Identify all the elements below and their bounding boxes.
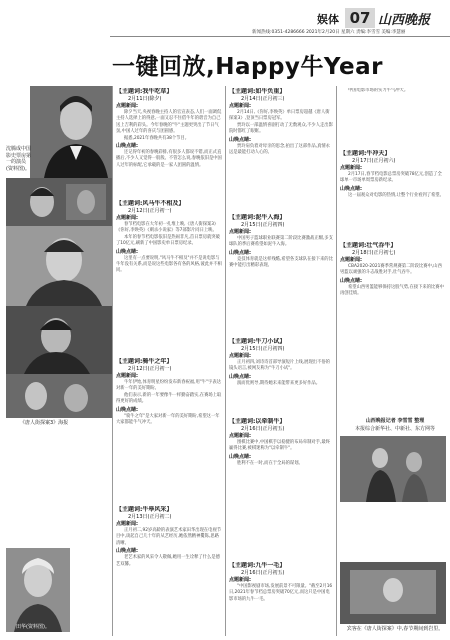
article-kicker: 点题新闻: [116,373,138,379]
column-rule [225,86,226,636]
article-kicker: 点题新闻: [116,521,138,527]
article-kicker: 点题新闻: [229,577,251,583]
article-title: 【主题词:骑牛之年】 [116,358,173,365]
article-paragraph: 据悉,2021年春晚共有38个节目。 [124,135,190,141]
page-number: 07 [345,8,375,28]
article-date: 2月17日(正月初六) [352,158,396,164]
article-title: 【主题词:泥牛入海】 [229,214,286,221]
article-title: 【主题词:牛刀小试】 [229,338,286,345]
article-title: 【主题词:九牛一毛】 [229,562,286,569]
comment-text: "骑牛之年"是大家对新一年的美好期盼,希望这一年大家都能牛气冲天。 [116,413,220,426]
article-kicker: 点题新闻: [229,103,251,109]
photo-caption: 宾客在《唐人街探案》中,春节期间到岩里。 [346,626,444,632]
comment-title: 山晚点睛: [116,143,138,150]
comment-title: 山晚点睛: [229,453,251,460]
article-feng-ma-niu [116,200,222,350]
article-paragraph: 中国电影市场的实力牛气冲天。 [348,88,409,93]
article-paragraph: 围棋比赛中,中国棋手以稳健的布局牵制对手,最终赢得比赛,被棋迷称为"以牵制牛"。 [229,440,330,452]
column-rule [112,86,113,636]
article-yi-qian-zhi-niu [229,418,333,512]
article-title: 【主题词:我牛吃草】 [116,88,173,95]
article-kicker: 点题新闻: [229,433,251,439]
comment-text: 这一届观众对电影的热情,让整个行业看到了希望。 [348,192,444,198]
header-divider [110,36,450,37]
article-date: 2月18日(正月初七) [352,250,396,256]
comment-title: 山晚点睛: [229,249,251,256]
comment-text: 希望山西男篮能够保持这股气势,在接下来的比赛中再创佳绩。 [340,284,444,297]
article-date: 2月12日(正月初一) [128,208,172,214]
article-kicker: 点题新闻: [340,165,362,171]
article-date: 2月16日(正月初五) [241,426,285,432]
comment-title: 山晚点睛: [229,373,251,380]
article-date: 2月15日(正月初四) [241,346,285,352]
comment-title: 山晚点睛: [340,277,362,284]
photo-movie-still-4 [6,374,112,418]
article-jiu-niu-yi-mao [229,562,333,636]
article-date: 2月14日(正月初三) [241,96,285,102]
article-date: 2月12日(正月初一) [128,366,172,372]
section-name: 娱体 [317,13,339,26]
article-kicker: 点题新闻: [116,103,138,109]
article-niu-dao-xiao-shi [229,338,333,418]
article-title: 【主题词:以牵制牛】 [229,418,286,425]
photo-movie-still-1 [6,178,112,226]
article-paragraph: 正月初二,92岁高龄的表演艺术家田华出现在电视节目中,谈起自己几十年的从艺经历,她依然精神矍铄,思路清晰。 [116,528,222,546]
comment-text: 胜利不在一时,而在于全局的谋划。 [237,460,303,466]
photo-movie-still-2 [6,226,112,306]
comment-title: 山晚点睛: [116,406,138,413]
article-paragraph: CBA2020-2021赛季常规赛第二阶段比赛中,山西男篮以顽强的斗志战胜对手,壮气吞牛。 [340,264,442,276]
article-ni-niu-ru-hai [229,214,333,326]
photo-basketball [340,436,446,502]
comment-title: 山晚点睛: [116,248,138,255]
article-title: 【主题词:牛皋风采】 [116,506,173,513]
article-kicker: 点题新闻: [229,353,251,359]
comment-text: 还记得年初的春晚彩排,有很多人都说不错,而正式直播后,不少人又觉得一般般。不管怎么说,春晚依旧是中国人过年的标配,它承载的是一家人团圆的温情。 [116,150,222,168]
article-paragraph: 春节档电影在大年初一扎堆上映,《唐人街探案3》《你好,李焕英》《刺杀小说家》等7部影片同日上映。 [116,222,219,234]
article-paragraph: 中国男子篮球职业联赛第二阶段比赛激战正酣,多支球队的季后赛希望如泥牛入海。 [229,236,333,248]
masthead-logo: 山西晚报 [378,13,431,28]
column-rule [336,86,337,636]
comment-text: 竞技体育就是这样残酷,希望各支球队在接下来的比赛中能打出精彩表现。 [229,256,333,269]
article-kicker: 点题新闻: [116,215,138,221]
comment-title: 山晚点睛: [340,185,362,192]
article-qi-niu [116,358,222,498]
page-headline: 一键回放,Happy牛Year [112,54,383,80]
photo-tian-hua [6,548,70,632]
article-zhuang-qi-tun-niu [340,242,446,342]
comment-title: 山晚点睛: [116,548,138,555]
source-note: 本报综合新华社、中新社、东方网等 [354,426,435,432]
article-title: 【主题词:壮气吞牛】 [340,242,397,249]
article-ru-niu-fu-zhong [229,88,333,200]
article-title: 【主题词:如牛负重】 [229,88,286,95]
article-paragraph: 正月初四,刘诗诗首部导演短片上线,展现出不俗的镜头语言,被网友称为"牛刀小试"。 [229,360,330,372]
comment-text: 老艺术家的风采令人敬佩,她用一生诠释了什么是德艺双馨。 [116,555,220,567]
article-paragraph: 牛年伊始,体育明星纷纷发布新春祝福,用"牛"字表达对新一年的美好期盼。 [116,380,221,392]
article-title: 【主题词:风马牛不相及】 [116,200,185,207]
photo-tv-screen [340,562,446,624]
article-date: 2月13日(正月初二) [128,514,172,520]
end-note: 山西晚报记者 李雪雪 整理 [365,418,425,424]
comment-text: 这里有一点要说明,"风马牛不相及"并不是说电影与牛年没有关系,而是说这些电影各有各的风格,彼此并不相同。 [116,255,222,274]
article-paragraph: 贾玲以一部温情喜剧打动了无数观众,不少人走出影院时都红了眼眶。 [229,122,333,135]
article-paragraph: "中国影视剧市场,发展前景不可限量。"截至2月16日,2021年春节档总票房突破70亿元,而这只是中国电影市场的九牛一毛。 [229,584,333,602]
article-kicker: 点题新闻: [340,257,362,263]
article-date: 2月16日(正月初五) [241,570,285,576]
article-paragraph: 本年的春节档电影依旧是热闹非凡,首日票房就突破了10亿元,刷新了中国影史单日票房纪录。 [116,234,220,247]
photo-movie-still-3 [6,306,112,374]
article-wo-niu-chi-cao [116,88,222,194]
article-date: 2月15日(正月初四) [241,222,285,228]
photo-caption: 田华(资料图)。 [16,624,50,630]
article-niu-gao [116,506,222,634]
header-info-line: 新闻热线:0351-4286666 2021年2月20日 星期六 责编:李雪雪 美编:李慧丽 [252,30,406,35]
photo-shen-teng [30,86,112,178]
article-paragraph: 他们表示,新的一年要像牛一样勤奋踏实,在赛场上取得更好的成绩。 [116,392,222,405]
article-continued [340,88,446,128]
comment-text: 演而优则导,期待她未来能带来更多好作品。 [237,380,321,386]
comment-text: 贾玲肩负着对母亲的思念,拍出了这部作品,真情永远是最能打动人心的。 [229,143,330,156]
article-date: 2月11日(除夕) [128,96,162,102]
photo-caption: 沈腾成中国影史票房第一的演员(资料图)。 [6,146,32,172]
article-title: 【主题词:牛冲天】 [340,150,391,157]
page-header [0,0,450,34]
photo-caption: 《唐人街探案3》海报 [20,420,69,426]
article-paragraph: 2月17日,春节档电影总票房突破78亿元,创造了全球单一市场单周票房新纪录。 [340,172,442,184]
article-kicker: 点题新闻: [229,229,251,235]
article-paragraph: 除夕当天,央视春晚主持人的官宣表态,人们一面调侃主持人选择上的得意,一面又忍不住借牛年的谐音为自己送上吉利的彩头。今年春晚的"牛"主题更突出了节日气氛,中国人过年的喜庆与团圆感。 [116,110,222,135]
article-paragraph: 2月14日,《你好,李焕英》单日票房超越《唐人街探案3》,登顶当日票房冠军。 [229,110,330,122]
article-niu-chong-tian [340,150,446,234]
comment-title: 山晚点睛: [229,136,251,143]
